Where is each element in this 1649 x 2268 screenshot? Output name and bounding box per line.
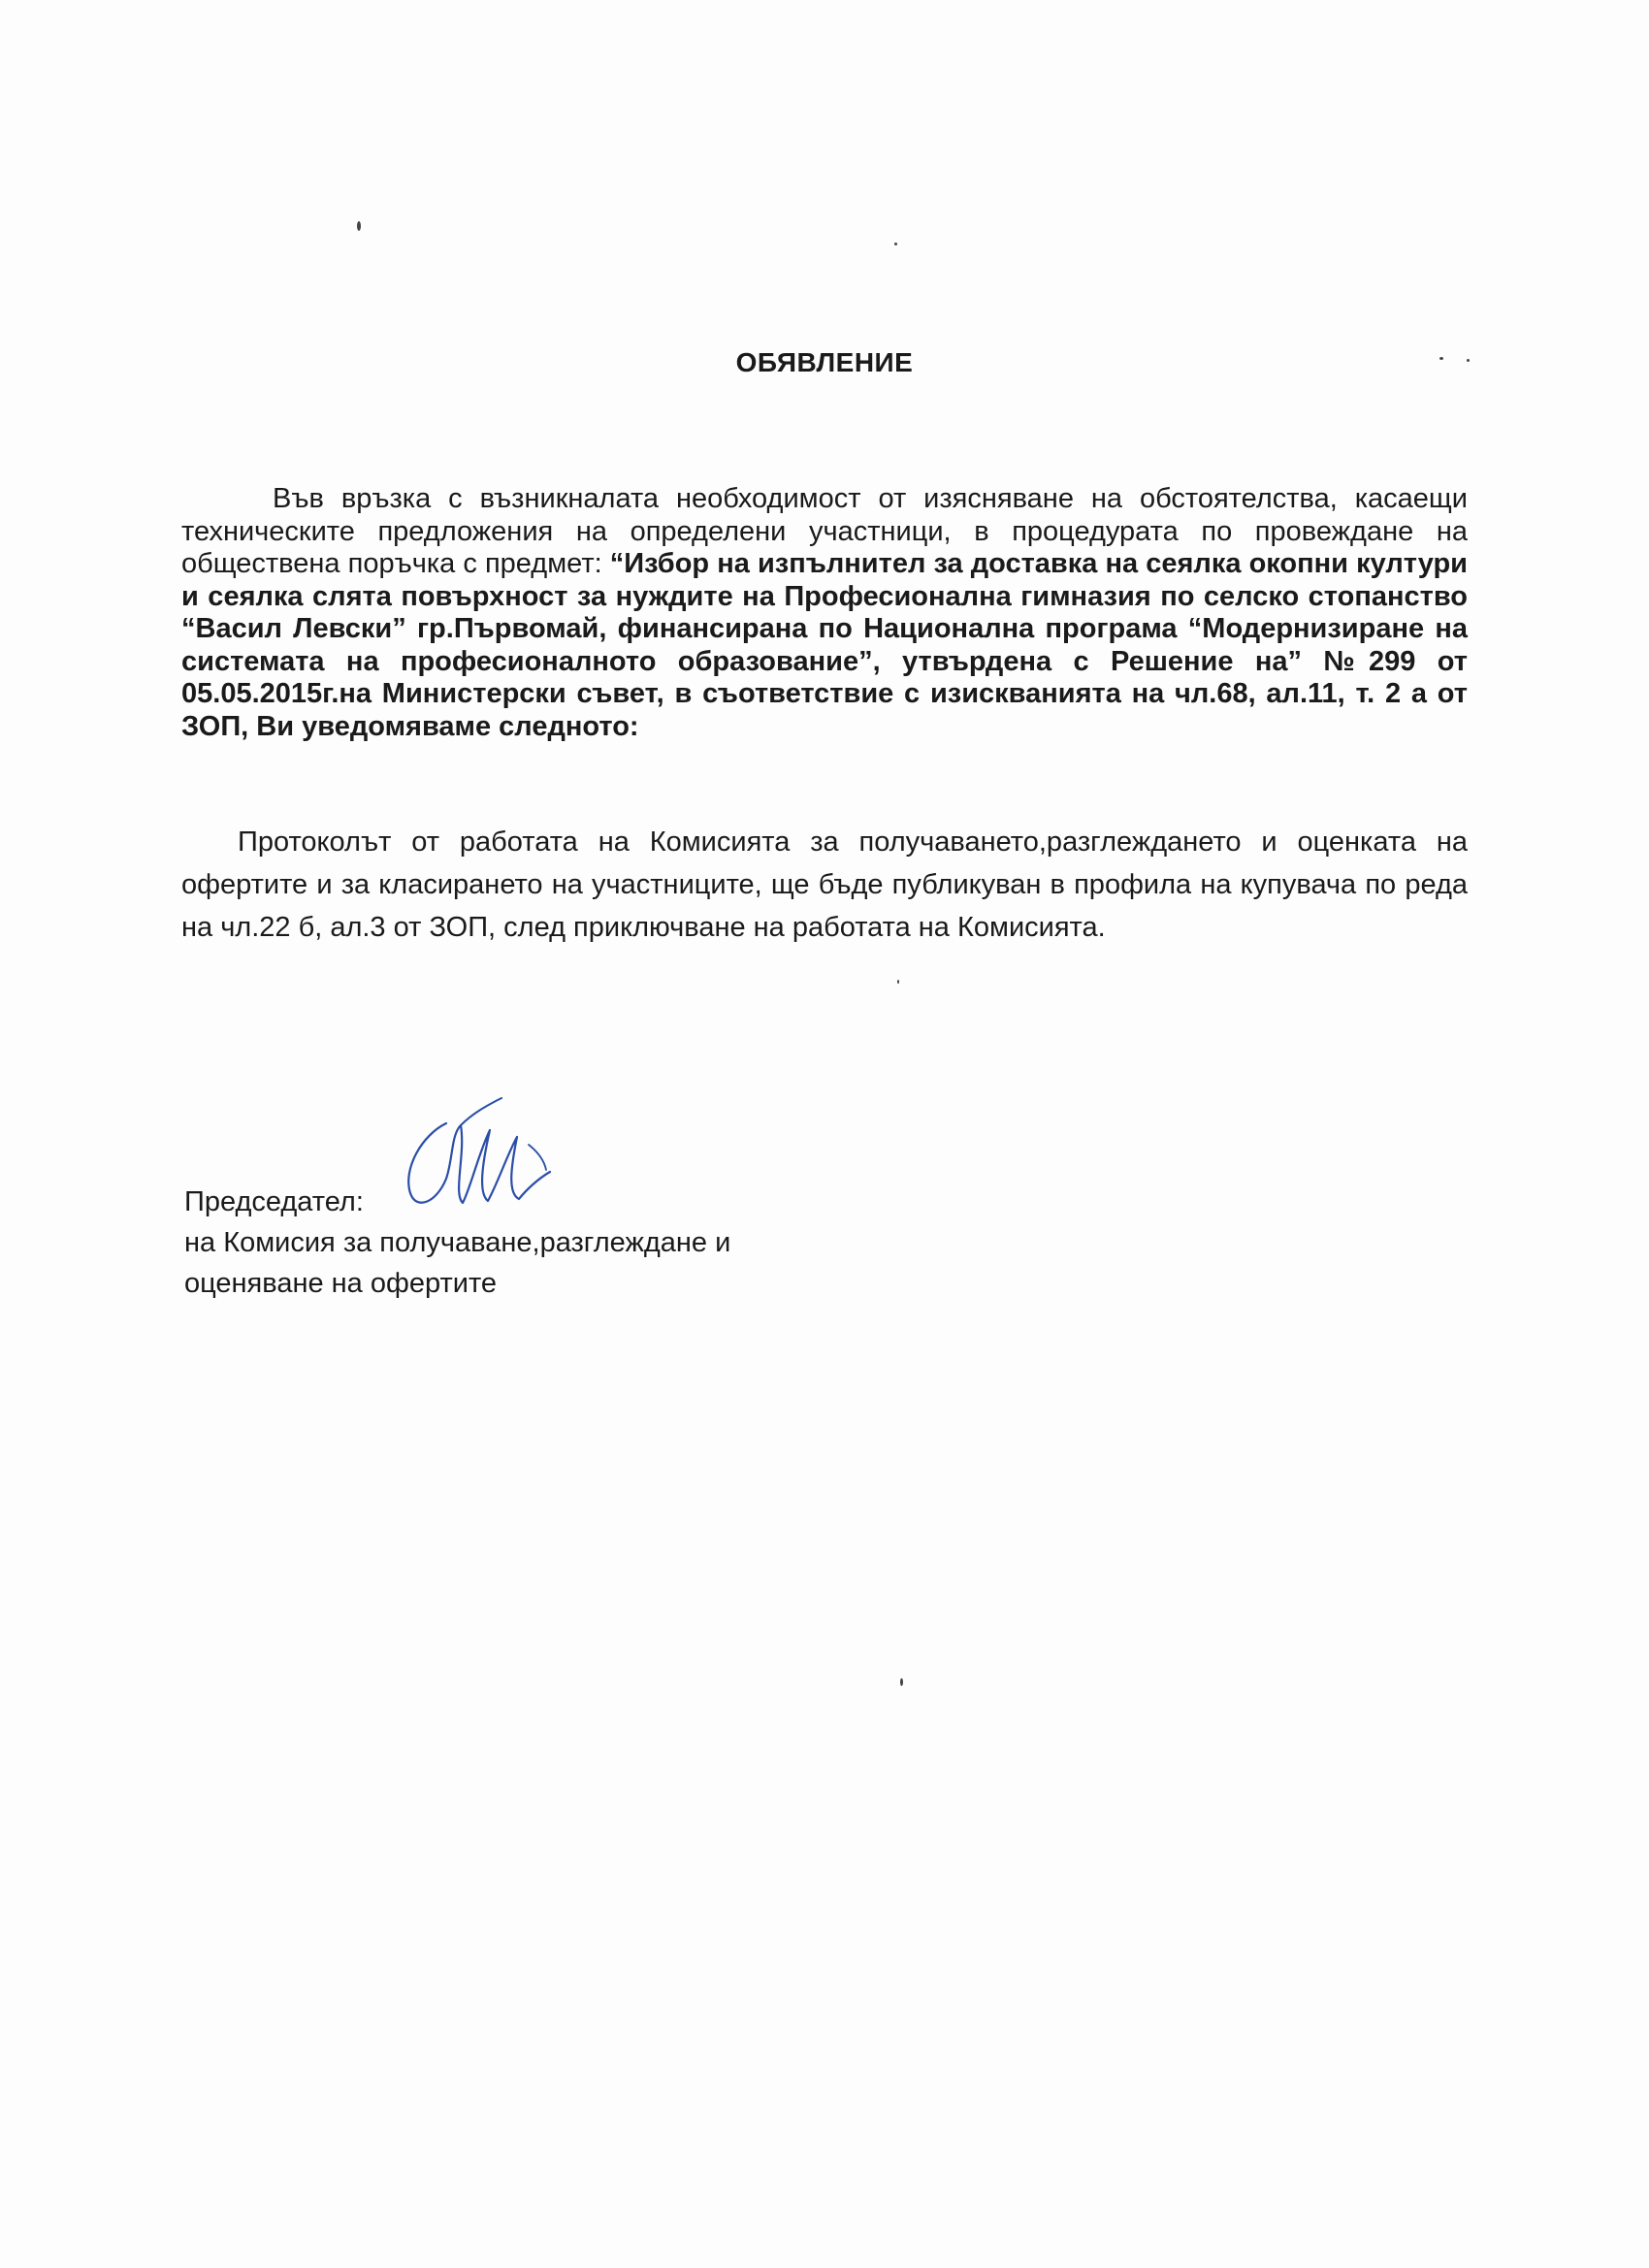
handwritten-signature [393,1096,577,1242]
scan-speck [1467,359,1470,362]
commission-line-2: оценяване на офертите [184,1268,498,1299]
document-title: ОБЯВЛЕНИЕ [735,347,914,377]
procurement-subject: “Избор на изпълнител за доставка на сеялка окопни култури и сеялка слята повърхност за нуждите на Професионална гимназия по селско стопанство “Васил Левски” гр.Първомай, финансирана по Национална програма “Модернизиране на системата на професионалното образование”, утвърдена с Решение на” №299 от 05.05.2015г.на Министерски съвет, в съответствие с изискванията на чл.68, ал.11, т. 2 а от ЗОП, Ви уведомяваме следното: [181,548,1468,742]
scan-speck [357,221,361,231]
scan-speck [897,980,899,984]
paragraph-intro: Във връзка с възникналата необходимост от изясняване на обстоятелства, касаещи техническите предложения на определени участници, в процедурата по провеждане на обществена поръчка с предмет: [181,483,1468,579]
scan-speck [894,243,897,245]
scan-speck [900,1678,903,1686]
announcement-paragraph [181,483,1468,743]
protocol-paragraph: Протоколът от работата на Комисията за получаването,разглеждането и оценката на офертите и за класирането на участниците, ще бъде публикуван в профила на купувача по реда на чл.22 б, ал.3 от ЗОП, след приключване на работата на Комисията. [181,826,1468,943]
scan-speck [1439,357,1443,360]
commission-line: на Комисия за получаване,разглеждане и [184,1227,731,1258]
chairman-label: Председател: [184,1186,364,1217]
